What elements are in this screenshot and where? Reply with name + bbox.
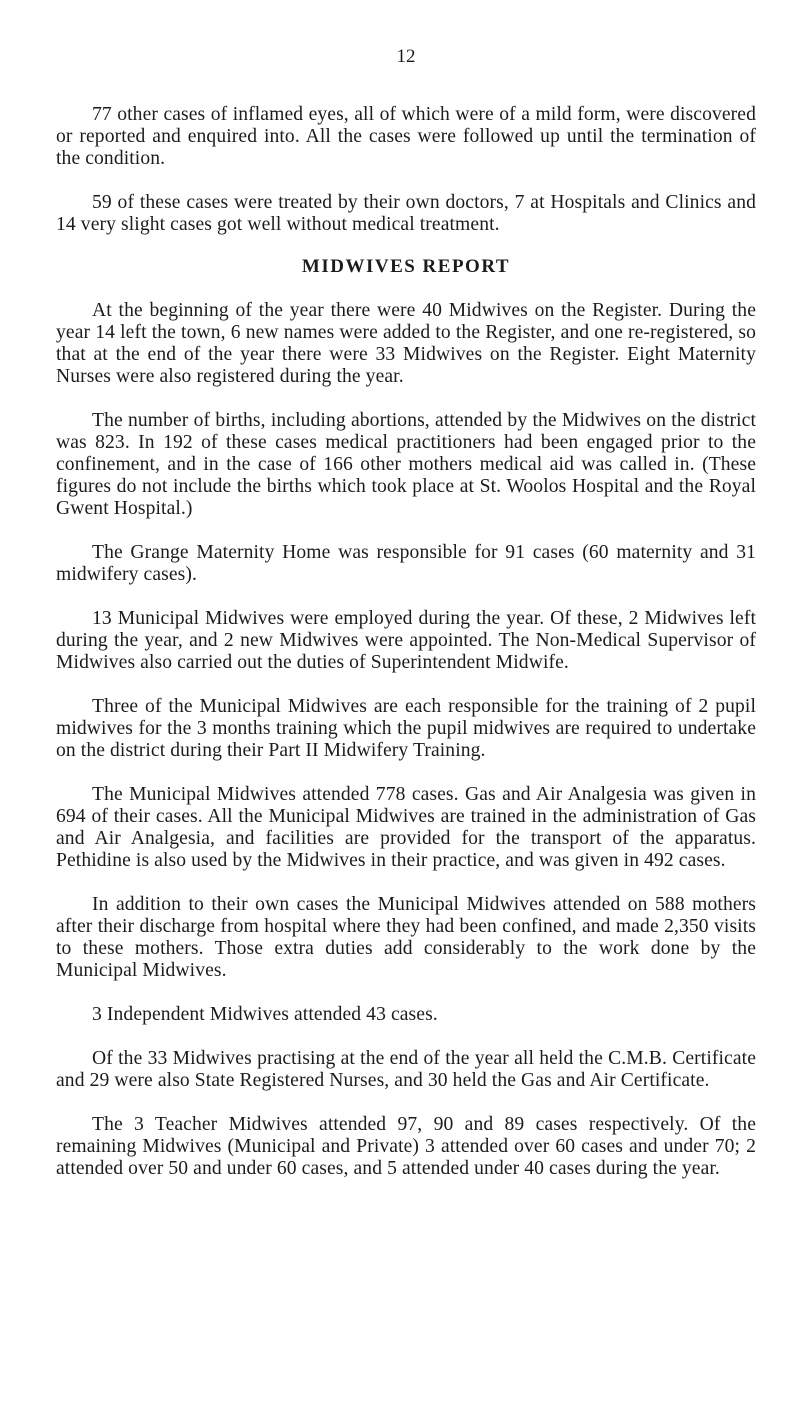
paragraph-certificates: Of the 33 Midwives practising at the end of the year all held the C.M.B. Certificate and 29 were also State Registered Nurses, and 30 held the Gas and Air Certificate. bbox=[56, 1048, 756, 1091]
paragraph-municipal-employed: 13 Municipal Midwives were employed during the year. Of these, 2 Midwives left during the year, and 2 new Midwives were appointed. The Non-Medical Supervisor of Midwives also carried out the duties of Superintendent Midwife. bbox=[56, 608, 756, 673]
paragraph-inflamed-eyes: 77 other cases of inflamed eyes, all of which were of a mild form, were discovered or reported and enquired into. All the cases were followed up until the termination of the condition. bbox=[56, 104, 756, 169]
paragraph-after-discharge: In addition to their own cases the Municipal Midwives attended on 588 mothers after their discharge from hospital where they had been confined, and made 2,350 visits to these mothers. Those extra duties add considerably to the work done by the Municipal Midwives. bbox=[56, 894, 756, 981]
paragraph-grange-home: The Grange Maternity Home was responsible for 91 cases (60 maternity and 31 midwifery cases). bbox=[56, 542, 756, 585]
section-heading: MIDWIVES REPORT bbox=[301, 256, 511, 277]
paragraph-register: At the beginning of the year there were 40 Midwives on the Register. During the year 14 left the town, 6 new names were added to the Register, and one re-registered, so that at the end of the year there were 33 Midwives on the Register. Eight Maternity Nurses were also registered during the year. bbox=[56, 300, 756, 387]
paragraph-pupil-training: Three of the Municipal Midwives are each responsible for the training of 2 pupil midwives for the 3 months training which the pupil midwives are required to undertake on the district during their Part II Midwifery Training. bbox=[56, 696, 756, 761]
page-number: 12 bbox=[396, 46, 416, 67]
paragraph-births: The number of births, including abortions, attended by the Midwives on the district was 823. In 192 of these cases medical practitioners had been engaged prior to the confinement, and in the case of 166 other mothers medical aid was called in. (These figures do not include the births which took place at St. Woolos Hospital and the Royal Gwent Hospital.) bbox=[56, 410, 756, 519]
document-body bbox=[56, 104, 756, 1202]
paragraph-teacher-midwives: The 3 Teacher Midwives attended 97, 90 and 89 cases respectively. Of the remaining Midwives (Municipal and Private) 3 attended over 60 cases and under 70; 2 attended over 50 and under 60 cases, and 5 attended under 40 cases during the year. bbox=[56, 1114, 756, 1179]
paragraph-analgesia: The Municipal Midwives attended 778 cases. Gas and Air Analgesia was given in 694 of their cases. All the Municipal Midwives are trained in the administration of Gas and Air Analgesia, and facilities are provided for the transport of the apparatus. Pethidine is also used by the Midwives in their practice, and was given in 492 cases. bbox=[56, 784, 756, 871]
paragraph-treatment: 59 of these cases were treated by their own doctors, 7 at Hospitals and Clinics and 14 very slight cases got well without medical treatment. bbox=[56, 192, 756, 235]
paragraph-independent: 3 Independent Midwives attended 43 cases. bbox=[92, 1004, 438, 1025]
